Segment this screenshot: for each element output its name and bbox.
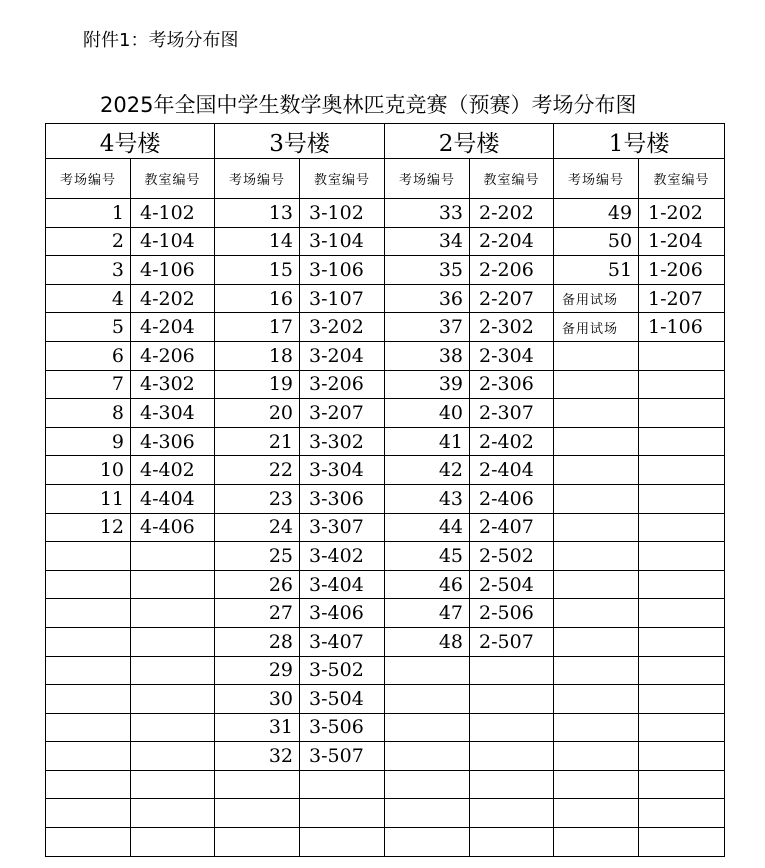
empty-cell bbox=[470, 713, 554, 742]
empty-cell bbox=[554, 370, 639, 399]
empty-cell bbox=[639, 685, 725, 714]
exam-number-cell: 8 bbox=[46, 399, 131, 428]
building-name: 4号楼 bbox=[46, 124, 215, 159]
room-number-cell: 3-207 bbox=[300, 399, 385, 428]
exam-number-cell: 26 bbox=[215, 570, 300, 599]
exam-number-cell: 40 bbox=[385, 399, 470, 428]
empty-cell bbox=[46, 742, 131, 771]
exam-number-header: 考场编号 bbox=[385, 159, 470, 199]
empty-cell bbox=[46, 656, 131, 685]
exam-number-cell: 27 bbox=[215, 599, 300, 628]
room-number-cell: 2-507 bbox=[470, 627, 554, 656]
empty-cell bbox=[554, 427, 639, 456]
room-number-cell: 3-504 bbox=[300, 685, 385, 714]
room-number-cell: 2-202 bbox=[470, 199, 554, 228]
exam-number-cell: 31 bbox=[215, 713, 300, 742]
empty-cell bbox=[554, 828, 639, 857]
empty-cell bbox=[639, 484, 725, 513]
table-row bbox=[46, 627, 725, 656]
building-name: 3号楼 bbox=[215, 124, 385, 159]
room-number-cell: 4-104 bbox=[131, 227, 215, 256]
exam-number-cell: 34 bbox=[385, 227, 470, 256]
empty-cell bbox=[554, 656, 639, 685]
empty-cell bbox=[554, 341, 639, 370]
empty-cell bbox=[131, 542, 215, 571]
exam-number-cell: 21 bbox=[215, 427, 300, 456]
table-row bbox=[46, 256, 725, 285]
exam-number-cell: 5 bbox=[46, 313, 131, 342]
room-number-cell: 4-204 bbox=[131, 313, 215, 342]
room-number-cell: 2-404 bbox=[470, 456, 554, 485]
table-row bbox=[46, 399, 725, 428]
empty-cell bbox=[470, 770, 554, 799]
column-header-row bbox=[46, 159, 725, 199]
room-number-cell: 3-104 bbox=[300, 227, 385, 256]
empty-cell bbox=[46, 627, 131, 656]
exam-number-cell: 35 bbox=[385, 256, 470, 285]
room-number-cell: 2-504 bbox=[470, 570, 554, 599]
empty-cell bbox=[639, 399, 725, 428]
exam-number-cell: 37 bbox=[385, 313, 470, 342]
table-row bbox=[46, 570, 725, 599]
empty-cell bbox=[470, 799, 554, 828]
building-header-row bbox=[46, 124, 725, 159]
room-number-cell: 1-207 bbox=[639, 284, 725, 313]
empty-cell bbox=[639, 742, 725, 771]
empty-cell bbox=[554, 713, 639, 742]
exam-number-cell: 19 bbox=[215, 370, 300, 399]
exam-number-cell: 50 bbox=[554, 227, 639, 256]
exam-number-cell: 36 bbox=[385, 284, 470, 313]
exam-number-cell: 23 bbox=[215, 484, 300, 513]
exam-room-table bbox=[45, 123, 725, 857]
exam-number-cell: 39 bbox=[385, 370, 470, 399]
exam-number-cell: 3 bbox=[46, 256, 131, 285]
room-number-cell: 4-302 bbox=[131, 370, 215, 399]
room-number-cell: 2-502 bbox=[470, 542, 554, 571]
room-number-cell: 2-506 bbox=[470, 599, 554, 628]
table-row bbox=[46, 799, 725, 828]
room-number-cell: 3-204 bbox=[300, 341, 385, 370]
empty-cell bbox=[46, 685, 131, 714]
empty-cell bbox=[639, 770, 725, 799]
exam-number-cell: 12 bbox=[46, 513, 131, 542]
empty-cell bbox=[639, 828, 725, 857]
empty-cell bbox=[554, 542, 639, 571]
empty-cell bbox=[385, 685, 470, 714]
empty-cell bbox=[385, 828, 470, 857]
empty-cell bbox=[46, 828, 131, 857]
empty-cell bbox=[46, 570, 131, 599]
attachment-label: 附件1：考场分布图 bbox=[83, 30, 239, 51]
room-number-cell: 3-502 bbox=[300, 656, 385, 685]
room-number-cell: 3-306 bbox=[300, 484, 385, 513]
exam-number-cell: 44 bbox=[385, 513, 470, 542]
room-number-cell: 2-204 bbox=[470, 227, 554, 256]
empty-cell bbox=[131, 685, 215, 714]
empty-cell bbox=[131, 828, 215, 857]
exam-number-cell: 2 bbox=[46, 227, 131, 256]
empty-cell bbox=[639, 370, 725, 399]
room-number-cell: 3-107 bbox=[300, 284, 385, 313]
table-row bbox=[46, 341, 725, 370]
exam-number-cell: 15 bbox=[215, 256, 300, 285]
empty-cell bbox=[215, 828, 300, 857]
empty-cell bbox=[639, 456, 725, 485]
exam-number-cell: 7 bbox=[46, 370, 131, 399]
room-number-cell: 2-206 bbox=[470, 256, 554, 285]
empty-cell bbox=[300, 770, 385, 799]
empty-cell bbox=[131, 799, 215, 828]
empty-cell bbox=[639, 427, 725, 456]
building-name: 2号楼 bbox=[385, 124, 554, 159]
room-number-cell: 2-306 bbox=[470, 370, 554, 399]
empty-cell bbox=[300, 799, 385, 828]
exam-number-cell: 38 bbox=[385, 341, 470, 370]
empty-cell bbox=[554, 570, 639, 599]
empty-cell bbox=[554, 685, 639, 714]
empty-cell bbox=[639, 799, 725, 828]
exam-number-cell: 42 bbox=[385, 456, 470, 485]
empty-cell bbox=[639, 513, 725, 542]
empty-cell bbox=[215, 799, 300, 828]
exam-number-header: 考场编号 bbox=[215, 159, 300, 199]
room-number-header: 教室编号 bbox=[300, 159, 385, 199]
empty-cell bbox=[46, 770, 131, 799]
exam-number-cell: 48 bbox=[385, 627, 470, 656]
room-number-cell: 3-406 bbox=[300, 599, 385, 628]
empty-cell bbox=[385, 656, 470, 685]
empty-cell bbox=[554, 770, 639, 799]
room-number-header: 教室编号 bbox=[639, 159, 725, 199]
empty-cell bbox=[131, 742, 215, 771]
exam-number-cell: 备用试场 bbox=[554, 313, 639, 342]
exam-number-cell: 11 bbox=[46, 484, 131, 513]
exam-number-cell: 51 bbox=[554, 256, 639, 285]
room-number-cell: 2-402 bbox=[470, 427, 554, 456]
room-number-cell: 2-304 bbox=[470, 341, 554, 370]
table-row bbox=[46, 284, 725, 313]
empty-cell bbox=[470, 742, 554, 771]
empty-cell bbox=[554, 399, 639, 428]
table-row bbox=[46, 427, 725, 456]
table-row bbox=[46, 227, 725, 256]
room-number-header: 教室编号 bbox=[131, 159, 215, 199]
room-number-cell: 2-407 bbox=[470, 513, 554, 542]
table-row bbox=[46, 313, 725, 342]
room-number-cell: 4-406 bbox=[131, 513, 215, 542]
table-row bbox=[46, 456, 725, 485]
empty-cell bbox=[470, 685, 554, 714]
table-row bbox=[46, 713, 725, 742]
room-number-cell: 3-506 bbox=[300, 713, 385, 742]
empty-cell bbox=[639, 599, 725, 628]
empty-cell bbox=[385, 742, 470, 771]
empty-cell bbox=[470, 828, 554, 857]
room-number-cell: 3-202 bbox=[300, 313, 385, 342]
empty-cell bbox=[554, 627, 639, 656]
room-number-cell: 4-404 bbox=[131, 484, 215, 513]
exam-number-cell: 43 bbox=[385, 484, 470, 513]
room-number-cell: 1-202 bbox=[639, 199, 725, 228]
room-number-cell: 4-304 bbox=[131, 399, 215, 428]
exam-number-cell: 25 bbox=[215, 542, 300, 571]
empty-cell bbox=[131, 627, 215, 656]
room-number-cell: 2-302 bbox=[470, 313, 554, 342]
empty-cell bbox=[554, 599, 639, 628]
exam-number-cell: 17 bbox=[215, 313, 300, 342]
empty-cell bbox=[46, 713, 131, 742]
room-number-cell: 4-402 bbox=[131, 456, 215, 485]
table-row bbox=[46, 370, 725, 399]
table-row bbox=[46, 199, 725, 228]
table-row bbox=[46, 656, 725, 685]
empty-cell bbox=[46, 542, 131, 571]
room-number-cell: 2-307 bbox=[470, 399, 554, 428]
room-number-cell: 4-106 bbox=[131, 256, 215, 285]
room-number-cell: 4-206 bbox=[131, 341, 215, 370]
empty-cell bbox=[385, 770, 470, 799]
room-number-cell: 3-402 bbox=[300, 542, 385, 571]
exam-number-cell: 29 bbox=[215, 656, 300, 685]
empty-cell bbox=[131, 656, 215, 685]
empty-cell bbox=[554, 799, 639, 828]
empty-cell bbox=[300, 828, 385, 857]
room-number-cell: 4-102 bbox=[131, 199, 215, 228]
empty-cell bbox=[385, 713, 470, 742]
exam-number-cell: 18 bbox=[215, 341, 300, 370]
room-number-cell: 4-306 bbox=[131, 427, 215, 456]
exam-number-cell: 47 bbox=[385, 599, 470, 628]
exam-number-cell: 32 bbox=[215, 742, 300, 771]
exam-number-cell: 1 bbox=[46, 199, 131, 228]
exam-number-header: 考场编号 bbox=[554, 159, 639, 199]
exam-number-header: 考场编号 bbox=[46, 159, 131, 199]
room-number-cell: 1-204 bbox=[639, 227, 725, 256]
room-number-cell: 3-507 bbox=[300, 742, 385, 771]
room-number-cell: 3-106 bbox=[300, 256, 385, 285]
exam-number-cell: 33 bbox=[385, 199, 470, 228]
table-row bbox=[46, 828, 725, 857]
empty-cell bbox=[639, 542, 725, 571]
room-number-header: 教室编号 bbox=[470, 159, 554, 199]
exam-number-cell: 16 bbox=[215, 284, 300, 313]
table-row bbox=[46, 513, 725, 542]
exam-number-cell: 46 bbox=[385, 570, 470, 599]
empty-cell bbox=[639, 570, 725, 599]
empty-cell bbox=[131, 570, 215, 599]
empty-cell bbox=[131, 770, 215, 799]
empty-cell bbox=[385, 799, 470, 828]
empty-cell bbox=[554, 742, 639, 771]
table-row bbox=[46, 770, 725, 799]
empty-cell bbox=[554, 484, 639, 513]
empty-cell bbox=[639, 341, 725, 370]
room-number-cell: 3-404 bbox=[300, 570, 385, 599]
exam-number-cell: 49 bbox=[554, 199, 639, 228]
exam-number-cell: 10 bbox=[46, 456, 131, 485]
room-number-cell: 3-102 bbox=[300, 199, 385, 228]
room-number-cell: 4-202 bbox=[131, 284, 215, 313]
exam-number-cell: 13 bbox=[215, 199, 300, 228]
exam-number-cell: 28 bbox=[215, 627, 300, 656]
exam-number-cell: 20 bbox=[215, 399, 300, 428]
building-name: 1号楼 bbox=[554, 124, 725, 159]
empty-cell bbox=[554, 513, 639, 542]
exam-number-cell: 22 bbox=[215, 456, 300, 485]
empty-cell bbox=[639, 713, 725, 742]
table-row bbox=[46, 742, 725, 771]
empty-cell bbox=[131, 599, 215, 628]
exam-number-cell: 4 bbox=[46, 284, 131, 313]
exam-number-cell: 24 bbox=[215, 513, 300, 542]
exam-number-cell: 6 bbox=[46, 341, 131, 370]
empty-cell bbox=[470, 656, 554, 685]
room-number-cell: 2-406 bbox=[470, 484, 554, 513]
exam-number-cell: 备用试场 bbox=[554, 284, 639, 313]
table-row bbox=[46, 685, 725, 714]
room-number-cell: 3-304 bbox=[300, 456, 385, 485]
room-number-cell: 3-307 bbox=[300, 513, 385, 542]
exam-number-cell: 14 bbox=[215, 227, 300, 256]
empty-cell bbox=[639, 656, 725, 685]
exam-number-cell: 41 bbox=[385, 427, 470, 456]
exam-number-cell: 30 bbox=[215, 685, 300, 714]
room-number-cell: 3-407 bbox=[300, 627, 385, 656]
empty-cell bbox=[46, 799, 131, 828]
room-number-cell: 2-207 bbox=[470, 284, 554, 313]
empty-cell bbox=[639, 627, 725, 656]
empty-cell bbox=[554, 456, 639, 485]
empty-cell bbox=[215, 770, 300, 799]
room-number-cell: 3-206 bbox=[300, 370, 385, 399]
room-number-cell: 3-302 bbox=[300, 427, 385, 456]
table-row bbox=[46, 484, 725, 513]
table-row bbox=[46, 542, 725, 571]
empty-cell bbox=[46, 599, 131, 628]
room-number-cell: 1-106 bbox=[639, 313, 725, 342]
exam-number-cell: 9 bbox=[46, 427, 131, 456]
page-title: 2025年全国中学生数学奥林匹克竞赛（预赛）考场分布图 bbox=[100, 93, 637, 117]
room-number-cell: 1-206 bbox=[639, 256, 725, 285]
empty-cell bbox=[131, 713, 215, 742]
exam-number-cell: 45 bbox=[385, 542, 470, 571]
table-row bbox=[46, 599, 725, 628]
